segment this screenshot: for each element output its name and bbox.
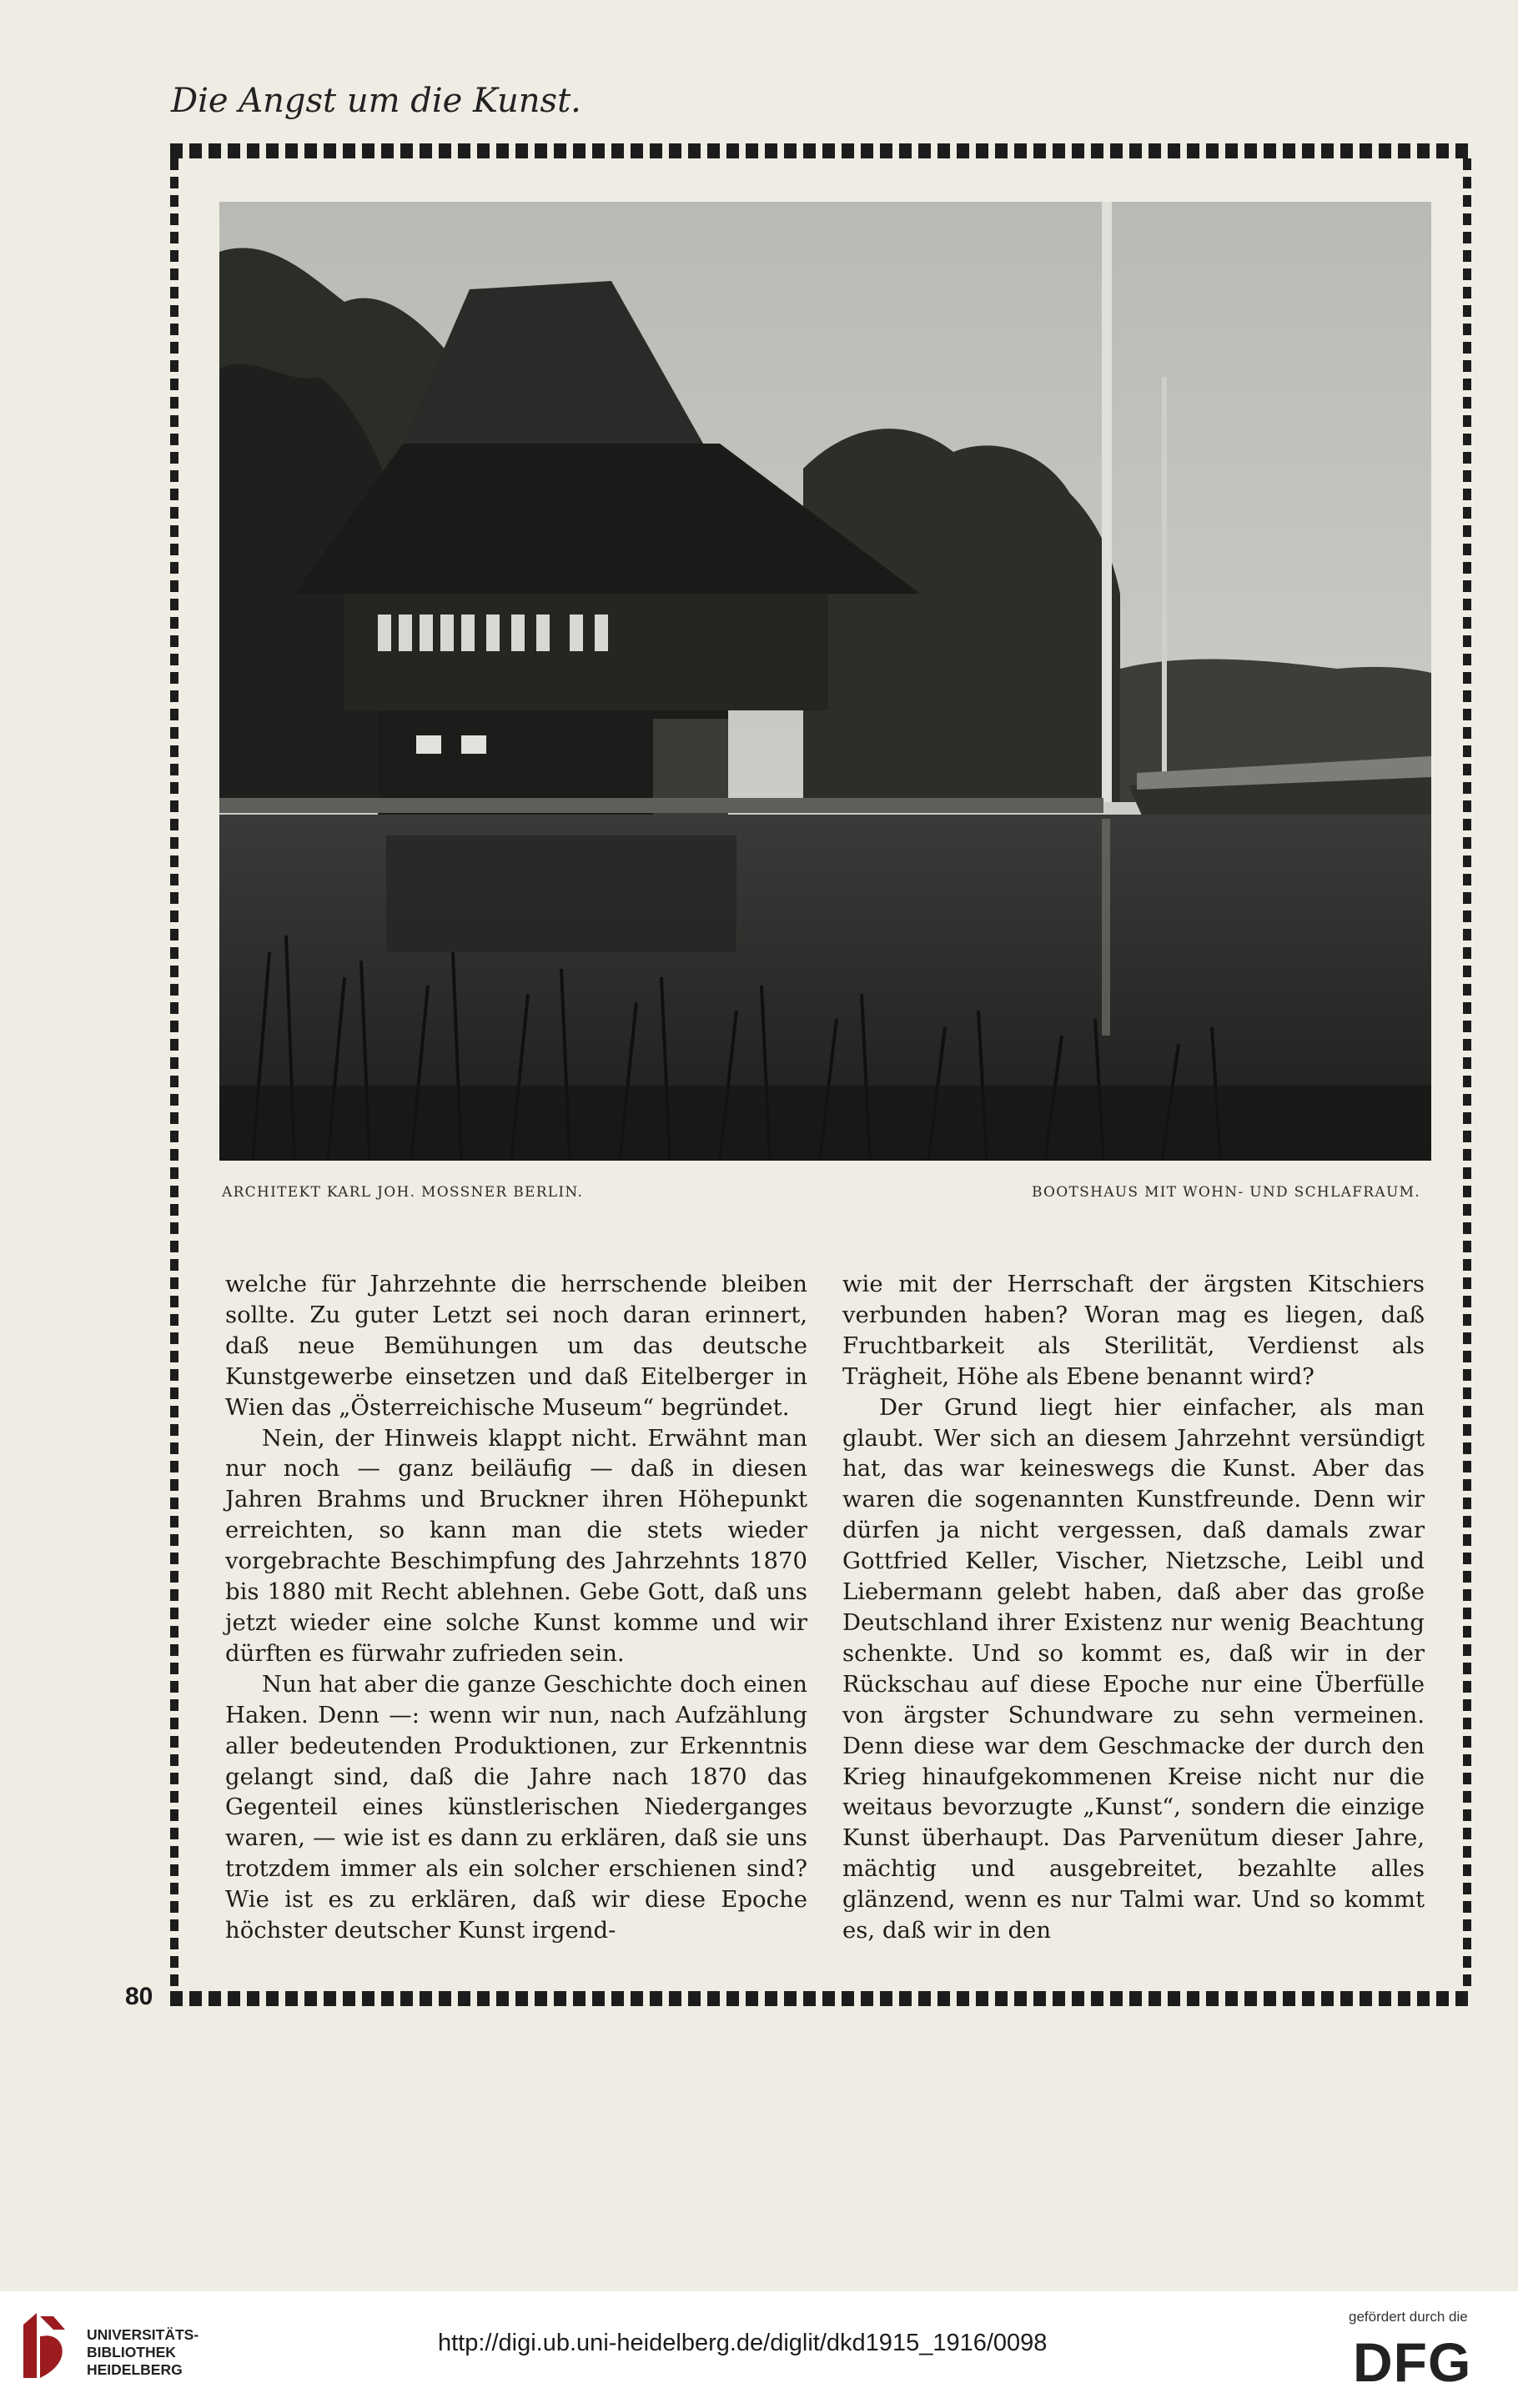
paragraph: Der Grund liegt hier einfacher, als man glaubt. Wer sich an diesem Jahrzehnt versündigt hat, das war keineswegs die Kunst. Aber das waren die sogenannten Kunstfreunde. Denn wir dürfen ja nicht vergessen, daß damals zwar Gottfried Keller, Vischer, Nietzsche, Leibl und Liebermann gelebt haben, daß aber das große Deutschland ihrer Existenz nur wenig Beachtung schenkte. Und so kommt es, daß wir in der Rückschau auf diese Epoche nur eine Überfülle von ärgster Schundware zu sehn vermeinen. Denn diese war dem Geschmacke der durch den Krieg hinaufgekommenen Kreise nicht nur die weitaus bevorzugte „Kunst“, sondern die einzige Kunst überhaupt. Das Parvenütum dieser Jahre, mächtig und ausgebreitet, bezahlte alles glänzend, wenn es nur Talmi war. Und so kommt es, daß wir in den bbox=[842, 1393, 1425, 1944]
dfg-logo: DFG bbox=[1353, 2331, 1472, 2393]
university-library-name bbox=[87, 2326, 199, 2379]
university-library-logo bbox=[17, 2308, 72, 2383]
border-bottom bbox=[170, 1991, 1471, 2006]
paragraph: welche für Jahrzehnte die herrschende bleiben sollte. Zu guter Letzt sei noch daran erinnert, daß neue Bemühungen um das deutsche Kunstgewerbe einsetzen und daß Eitelberger in Wien das „Österreichische Museum“ begründet. bbox=[225, 1271, 807, 1421]
paragraph: wie mit der Herrschaft der ärgsten Kitschiers verbunden haben? Woran mag es liegen, daß Fruchtbarkeit als Sterilität, Verdienst als Trägheit, Höhe als Ebene benannt wird? bbox=[842, 1271, 1425, 1390]
text-column-right bbox=[842, 1269, 1425, 1946]
library-name-line: BIBLIOTHEK bbox=[87, 2344, 176, 2360]
page-number: 80 bbox=[125, 1983, 153, 2010]
photo-caption-architect: ARCHITEKT KARL JOH. MOSSNER BERLIN. bbox=[222, 1184, 584, 1201]
paragraph: Nun hat aber die ganze Geschichte doch einen Haken. Denn —: wenn wir nun, nach Aufzählung aller bedeutenden Produktionen, zur Erkenntnis gelangt sind, daß die Jahre nach 1870 das Gegenteil eines künstlerischen Niederganges waren, — wie ist es dann zu erklären, daß sie uns trotzdem immer als ein solcher erschienen sind? Wie ist es zu erklären, daß wir diese Epoche höchster deutscher Kunst irgend- bbox=[225, 1670, 807, 1944]
border-top bbox=[170, 143, 1471, 158]
border-left bbox=[170, 158, 178, 1991]
running-head: Die Angst um die Kunst. bbox=[171, 82, 581, 120]
paragraph: Nein, der Hinweis klappt nicht. Erwähnt man nur noch — ganz beiläufig — daß in diesen Jahren Brahms und Bruckner ihren Höhepunkt erreichten, so kann man die stets wieder vorgebrachte Beschimpfung des Jahrzehnts 1870 bis 1880 mit Recht ablehnen. Gebe Gott, daß uns jetzt wieder eine solche Kunst komme und wir dürften es fürwahr zufrieden sein. bbox=[225, 1424, 807, 1667]
border-right bbox=[1463, 158, 1471, 1991]
photo-caption-title: BOOTSHAUS MIT WOHN- UND SCHLAFRAUM. bbox=[1031, 1184, 1420, 1201]
library-name-line: UNIVERSITÄTS- bbox=[87, 2326, 199, 2343]
boathouse-photo bbox=[219, 202, 1431, 1161]
text-column-left bbox=[225, 1269, 807, 1946]
library-name-line: HEIDELBERG bbox=[87, 2361, 183, 2378]
funding-label: gefördert durch die bbox=[1349, 2309, 1468, 2325]
permalink-url[interactable]: http://digi.ub.uni-heidelberg.de/diglit/dkd1915_1916/0098 bbox=[438, 2330, 1048, 2356]
boathouse-illustration bbox=[219, 202, 1431, 1161]
